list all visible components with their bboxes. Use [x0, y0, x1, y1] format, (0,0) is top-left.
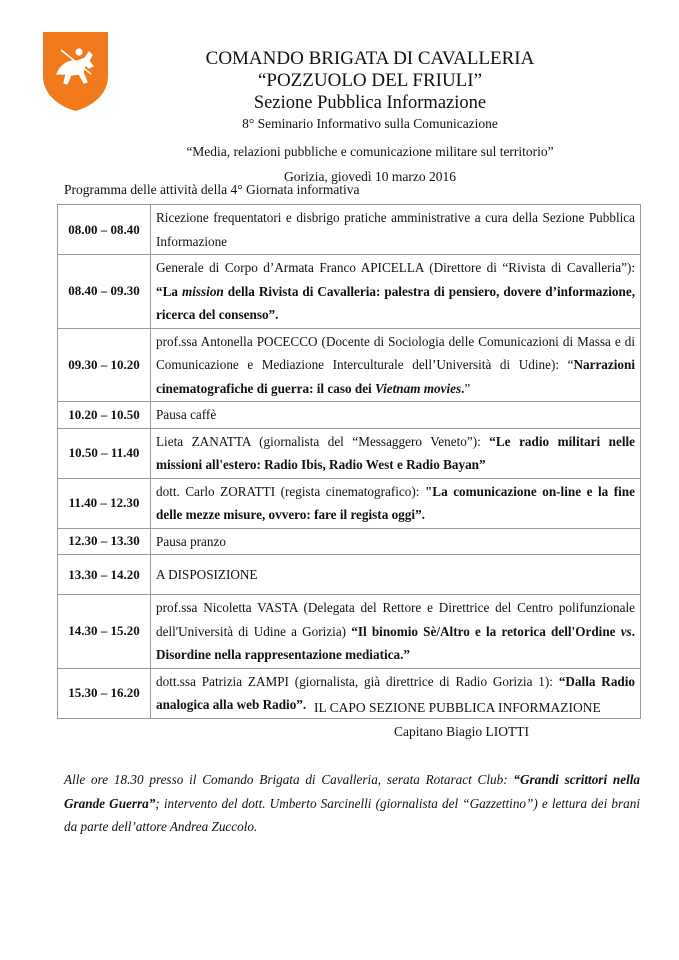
time-slot: 15.30 – 16.20 [58, 668, 151, 718]
talk-title-italic: mission [181, 283, 224, 299]
footer-event-title: “Grandi scrittori nella Grande Guerra” [64, 772, 641, 811]
table-row [58, 595, 641, 669]
speaker-text: Lieta ZANATTA (giornalista del “Messaggero Veneto”): [156, 433, 490, 449]
activity-description [151, 255, 641, 329]
talk-title: “La [156, 283, 182, 299]
program-title: Programma delle attività della 4° Giornata informativa [64, 182, 360, 197]
speaker-text: dott. Carlo ZORATTI (regista cinematografico): [156, 483, 425, 499]
time-slot: 10.50 – 11.40 [58, 428, 151, 478]
table-row [58, 328, 641, 402]
time-slot: 13.30 – 14.20 [58, 555, 151, 595]
activity-description: Ricezione frequentatori e disbrigo pratiche amministrative a cura della Sezione Pubblica Informazione [151, 205, 641, 255]
talk-title-italic: Vietnam movies [375, 380, 462, 396]
header-brigade-name: “POZZUOLO DEL FRIULI” [257, 70, 483, 91]
activity-description: Pausa caffè [151, 402, 641, 429]
speaker-text: ” [464, 380, 471, 396]
talk-title: Narrazioni cinematografiche di guerra: il caso dei [156, 357, 635, 396]
talk-title: "La comunicazione on-line e la fine delle mezze misure, ovvero: fare il regista oggi”. [156, 483, 635, 522]
schedule-table [57, 204, 641, 719]
talk-title: “Il binomio Sè/Altro e la retorica dell'Ordine [351, 623, 621, 639]
talk-title: della Rivista di Cavalleria: palestra di pensiero, dovere d’informazione, ricerca del consenso”. [156, 283, 635, 322]
brigade-shield-logo [39, 28, 112, 114]
evening-event-note [64, 768, 640, 839]
table-row [58, 528, 641, 555]
talk-title: . [461, 380, 465, 396]
speaker-text: Generale di Corpo d’Armata Franco APICELLA (Direttore di “Rivista di Cavalleria”): [156, 260, 635, 275]
header-seminar: 8° Seminario Informativo sulla Comunicazione [242, 116, 498, 131]
talk-title: . Disordine nella rappresentazione mediatica.” [156, 623, 635, 662]
speaker-text: dott.ssa Patrizia ZAMPI (giornalista, già direttrice di Radio Gorizia 1): [156, 673, 559, 689]
activity-description: A DISPOSIZIONE [151, 555, 641, 595]
table-row [58, 478, 641, 528]
header-theme: “Media, relazioni pubbliche e comunicazione militare sul territorio” [186, 144, 554, 159]
speaker-text: prof.ssa Nicoletta VASTA (Delegata del Rettore e Direttrice del Centro polifunzionale dell'Università di Udine a Gorizia) [156, 600, 635, 639]
talk-title-italic: vs [620, 623, 632, 639]
activity-description [151, 478, 641, 528]
footer-text: ; intervento del dott. Umberto Sarcinelli (giornalista del “Gazzettino”) e lettura dei brani da parte dell’attore Andrea Zuccolo. [64, 795, 640, 834]
table-row [58, 255, 641, 329]
table-row [58, 428, 641, 478]
activity-description [151, 595, 641, 669]
speaker-text: prof.ssa Antonella POCECCO (Docente di Sociologia delle Comunicazioni di Massa e di Comunicazione e Mediazione Interculturale dell’Università di Udine): “ [156, 333, 635, 372]
table-row [58, 402, 641, 429]
header-command: COMANDO BRIGATA DI CAVALLERIA [205, 48, 535, 69]
time-slot: 08.00 – 08.40 [58, 205, 151, 255]
footer-text: Alle ore 18.30 presso il Comando Brigata di Cavalleria, serata Rotaract Club: [64, 772, 514, 787]
time-slot: 10.20 – 10.50 [58, 402, 151, 429]
signature-title: IL CAPO SEZIONE PUBBLICA INFORMAZIONE [314, 700, 601, 715]
time-slot: 12.30 – 13.30 [58, 528, 151, 555]
table-row [58, 205, 641, 255]
header-date: Gorizia, giovedì 10 marzo 2016 [283, 169, 457, 184]
activity-description [151, 328, 641, 402]
table-row [58, 555, 641, 595]
time-slot: 08.40 – 09.30 [58, 255, 151, 329]
time-slot: 09.30 – 10.20 [58, 328, 151, 402]
talk-title: “Dalla Radio analogica alla web Radio”. [156, 673, 636, 712]
time-slot: 11.40 – 12.30 [58, 478, 151, 528]
activity-description [151, 428, 641, 478]
talk-title: “Le radio militari nelle missioni all'estero: Radio Ibis, Radio West e Radio Bayan” [156, 433, 635, 472]
activity-description: Pausa pranzo [151, 528, 641, 555]
signature-name: Capitano Biagio LIOTTI [394, 724, 529, 739]
header-section: Sezione Pubblica Informazione [253, 93, 487, 113]
time-slot: 14.30 – 15.20 [58, 595, 151, 669]
document-header [150, 48, 590, 185]
